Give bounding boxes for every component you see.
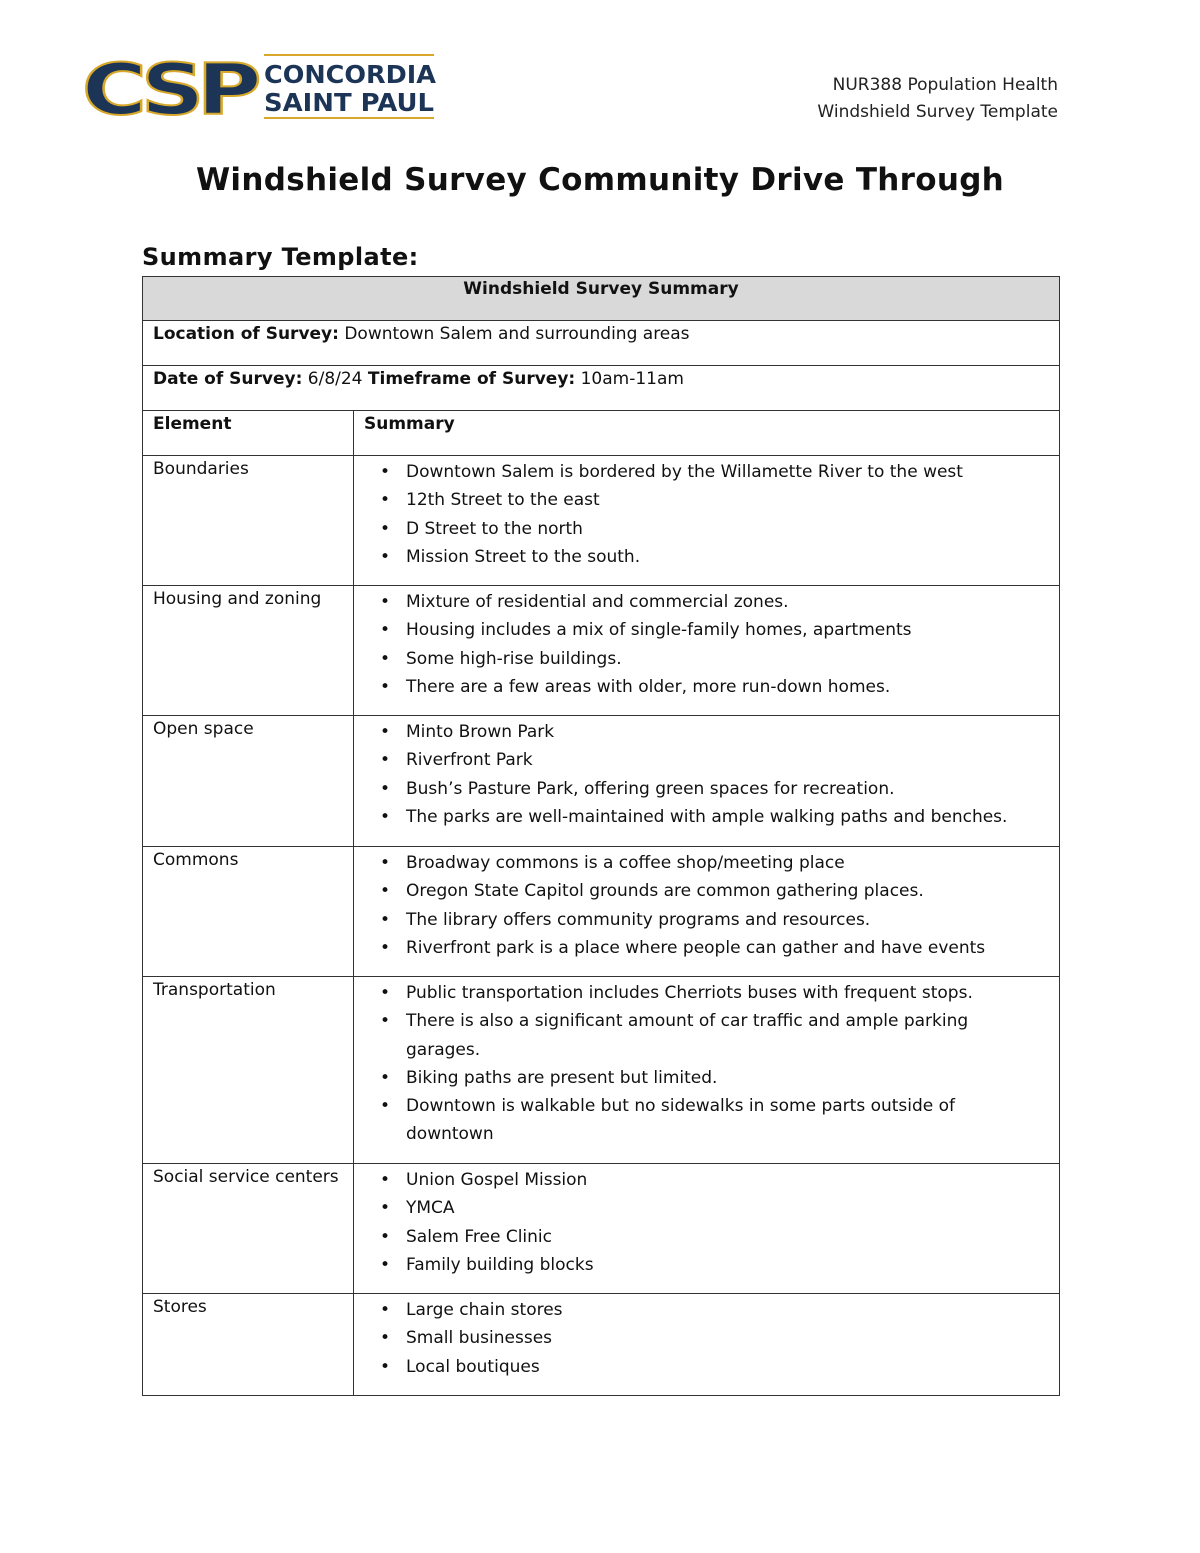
element-cell: Transportation: [143, 977, 354, 1164]
logo-gold-rule-top: [264, 54, 434, 56]
timeframe-label: Timeframe of Survey:: [367, 369, 576, 389]
summary-list-item: • Salem Free Clinic: [406, 1223, 1035, 1251]
summary-list-item: • Public transportation includes Cherriots buses with frequent stops.: [406, 979, 1035, 1007]
summary-list-item: • Union Gospel Mission: [406, 1166, 1035, 1194]
table-row: [143, 977, 1060, 1164]
table-row: [143, 456, 1060, 586]
location-row: [143, 321, 1060, 366]
summary-list-item: • The library offers community programs and resources.: [406, 906, 1035, 934]
summary-list-item: • Downtown is walkable but no sidewalks in some parts outside of downtown: [406, 1092, 1035, 1149]
concordia-saint-paul-logo: [82, 52, 442, 124]
element-cell: Stores: [143, 1294, 354, 1396]
logo-gold-rule-bottom: [264, 117, 434, 119]
summary-list-item: • 12th Street to the east: [406, 486, 1035, 514]
summary-cell: [354, 716, 1060, 847]
summary-list-item: • Family building blocks: [406, 1251, 1035, 1279]
table-row: [143, 1164, 1060, 1294]
summary-list-item: • Bush’s Pasture Park, offering green spaces for recreation.: [406, 775, 1035, 803]
summary-list-item: • Local boutiques: [406, 1353, 1035, 1381]
summary-list-item: • Broadway commons is a coffee shop/meeting place: [406, 849, 1035, 877]
summary-list-item: • Large chain stores: [406, 1296, 1035, 1324]
summary-cell: [354, 977, 1060, 1164]
location-cell: [143, 321, 1060, 366]
location-value: Downtown Salem and surrounding areas: [338, 324, 690, 344]
summary-list-item: • Housing includes a mix of single-family homes, apartments: [406, 616, 1035, 644]
date-row: [143, 366, 1060, 411]
date-value: 6/8/24: [302, 369, 368, 389]
summary-list: [354, 718, 1035, 831]
element-cell: Boundaries: [143, 456, 354, 586]
summary-table: [142, 276, 1060, 1396]
summary-list-item: • Mission Street to the south.: [406, 543, 1035, 571]
summary-list-item: • Some high-rise buildings.: [406, 645, 1035, 673]
summary-list-item: • Biking paths are present but limited.: [406, 1064, 1035, 1092]
summary-list-item: • Riverfront Park: [406, 746, 1035, 774]
table-row: [143, 847, 1060, 977]
summary-list-item: • Minto Brown Park: [406, 718, 1035, 746]
logo-line2: SAINT PAUL: [264, 88, 435, 117]
table-row: [143, 1294, 1060, 1396]
summary-list: [354, 849, 1035, 962]
template-label: Windshield Survey Template: [817, 102, 1058, 122]
logo-monogram: CSP: [82, 52, 259, 124]
location-label: Location of Survey:: [153, 324, 339, 344]
summary-cell: [354, 456, 1060, 586]
summary-list-item: • There is also a significant amount of car traffic and ample parking garages.: [406, 1007, 1035, 1064]
summary-list: [354, 458, 1035, 571]
column-header-element: Element: [143, 411, 354, 456]
element-cell: Commons: [143, 847, 354, 977]
element-cell: Social service centers: [143, 1164, 354, 1294]
date-cell: [143, 366, 1060, 411]
summary-list: [354, 979, 1035, 1149]
column-header-summary: Summary: [354, 411, 1060, 456]
page-title: Windshield Survey Community Drive Through: [195, 162, 1005, 198]
course-label: NUR388 Population Health: [832, 75, 1058, 95]
summary-list: [354, 1296, 1035, 1381]
summary-cell: [354, 1294, 1060, 1396]
section-title: Summary Template:: [142, 243, 419, 271]
document-header: [817, 72, 1058, 126]
summary-list-item: • Oregon State Capitol grounds are common gathering places.: [406, 877, 1035, 905]
summary-list-item: • D Street to the north: [406, 515, 1035, 543]
logo-line1: CONCORDIA: [264, 60, 437, 89]
summary-list: [354, 588, 1035, 701]
summary-cell: [354, 847, 1060, 977]
summary-cell: [354, 1164, 1060, 1294]
summary-list-item: • Downtown Salem is bordered by the Willamette River to the west: [406, 458, 1035, 486]
summary-list-item: • There are a few areas with older, more run-down homes.: [406, 673, 1035, 701]
table-caption: Windshield Survey Summary: [143, 277, 1060, 321]
date-label: Date of Survey:: [153, 369, 303, 389]
summary-list-item: • Riverfront park is a place where people can gather and have events: [406, 934, 1035, 962]
element-cell: Housing and zoning: [143, 586, 354, 716]
summary-list: [354, 1166, 1035, 1279]
summary-list-item: • The parks are well-maintained with ample walking paths and benches.: [406, 803, 1035, 831]
summary-list-item: • Small businesses: [406, 1324, 1035, 1352]
table-row: [143, 586, 1060, 716]
summary-cell: [354, 586, 1060, 716]
table-caption-row: [143, 277, 1060, 321]
summary-list-item: • Mixture of residential and commercial zones.: [406, 588, 1035, 616]
timeframe-value: 10am-11am: [575, 369, 684, 389]
element-cell: Open space: [143, 716, 354, 847]
summary-list-item: • YMCA: [406, 1194, 1035, 1222]
table-row: [143, 716, 1060, 847]
column-header-row: [143, 411, 1060, 456]
